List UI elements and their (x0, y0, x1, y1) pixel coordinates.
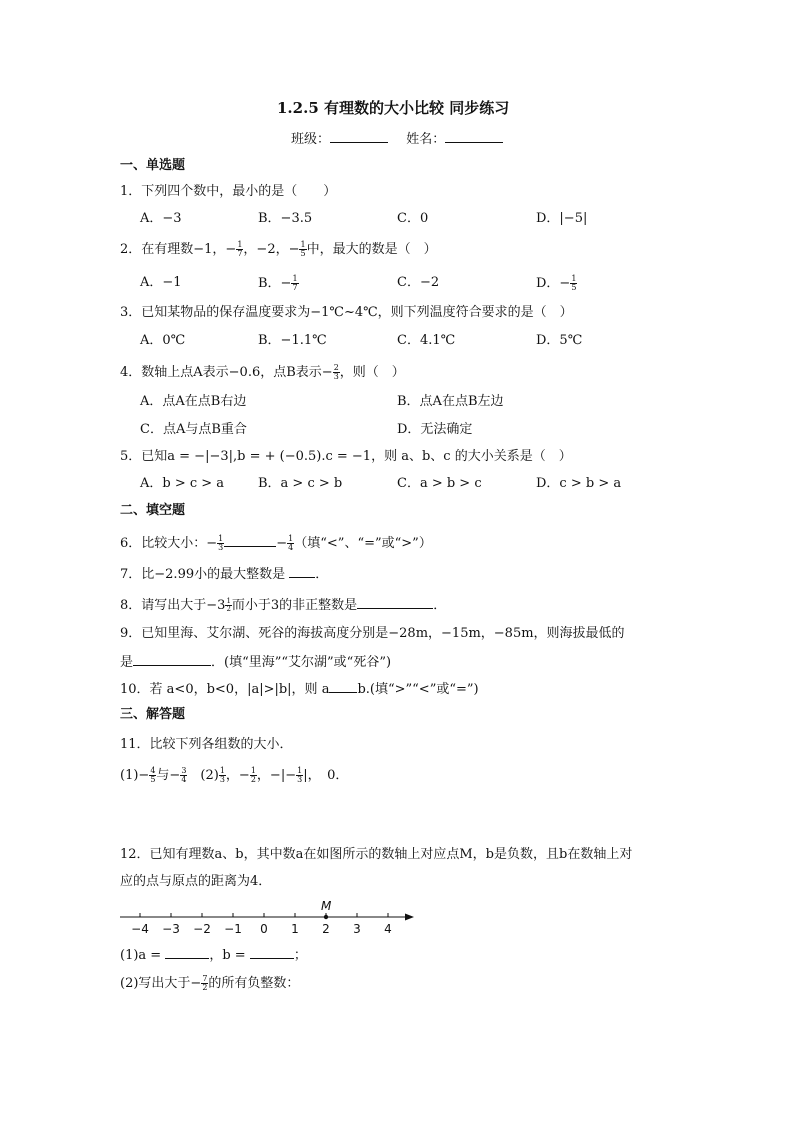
q2-fraction-2: $\frac{1}{5}$ (300, 240, 306, 258)
question-7: 7．比−2.99小的最大整数是 ． (120, 567, 329, 582)
section-heading-fill-blank: 二、填空题 (120, 503, 186, 518)
page-title: 1.2.5 有理数的大小比较 同步练习 (277, 99, 510, 117)
q5-option-b[interactable]: B．a > c > b (258, 476, 343, 491)
q3-option-d[interactable]: D．5℃ (536, 333, 583, 348)
q1-option-b[interactable]: B．−3.5 (258, 211, 313, 226)
number-line-tick-label: 0 (260, 922, 268, 936)
number-line-tick-label: 3 (353, 922, 361, 936)
q12-b-blank[interactable] (250, 946, 294, 959)
q4-option-d[interactable]: D．无法确定 (397, 422, 473, 437)
q2-option-c[interactable]: C．−2 (397, 275, 440, 290)
number-line-tick-label: −2 (193, 922, 211, 936)
question-3-stem: 3．已知某物品的保存温度要求为−1℃~4℃，则下列温度符合要求的是（ ） (120, 305, 573, 320)
name-label: 姓名： (406, 132, 446, 147)
class-name-line (291, 130, 503, 148)
name-blank[interactable] (445, 130, 503, 143)
q2-text-3: 中，最大的数是（ ） (306, 242, 437, 257)
q2-text-1: 2．在有理数−1，− (120, 242, 237, 257)
q5-option-a[interactable]: A．b > c > a (140, 476, 225, 491)
question-8: 8．请写出大于−3 $\frac{1}{2}$ 而小于3的非正整数是 ． (120, 597, 447, 613)
q3-option-c[interactable]: C．4.1℃ (397, 333, 456, 348)
q1-option-d[interactable]: D．|−5| (536, 211, 588, 226)
q2-fraction-1: $\frac{1}{7}$ (237, 240, 243, 258)
number-line-tick-label: 2 (322, 922, 330, 936)
q2-option-a[interactable]: A．−1 (140, 275, 182, 290)
question-5-stem: 5．已知a = −|−3|,b = + (−0.5).c = −1，则 a、b、c 的大小关系是（ ） (120, 449, 572, 464)
class-label: 班级： (291, 132, 331, 147)
point-m-label: M (321, 899, 332, 913)
q9-answer-blank[interactable] (133, 653, 211, 666)
q2-option-b[interactable]: B．− $\frac{1}{7}$ (258, 274, 298, 292)
q2-option-d[interactable]: D．− $\frac{1}{5}$ (536, 274, 577, 292)
q8-answer-blank[interactable] (357, 596, 433, 609)
q12-a-blank[interactable] (165, 946, 209, 959)
question-12-line-2: 应的点与原点的距离为4． (120, 874, 272, 889)
question-9-line-2: 是 ．(填“里海”“艾尔湖”或“死谷”) (120, 655, 392, 670)
question-11-parts: (1)− $\frac{4}{5}$ 与− $\frac{3}{4}$ (2) $\frac{1}{3}$ ，− $\frac{1}{2}$ ，−|− $\frac{1}{3}$ |， 0． (120, 766, 349, 784)
question-11-stem: 11．比较下列各组数的大小． (120, 737, 293, 752)
number-line-tick-label: −4 (131, 922, 149, 936)
q4-fraction: $\frac{2}{3}$ (333, 363, 339, 381)
q4-option-c[interactable]: C．点A与点B重合 (140, 422, 247, 437)
class-blank[interactable] (330, 130, 388, 143)
q5-option-c[interactable]: C．a > b > c (397, 476, 482, 491)
question-4-stem: 4．数轴上点A表示−0.6，点B表示− $\frac{2}{3}$ ，则（ ） (120, 363, 405, 381)
number-line-arrow (405, 914, 414, 921)
number-line-tick-label: −1 (224, 922, 242, 936)
q4-option-b[interactable]: B．点A在点B左边 (397, 394, 504, 409)
question-2-stem (120, 241, 437, 258)
number-line-tick-label: 1 (291, 922, 299, 936)
q1-option-a[interactable]: A．−3 (140, 211, 182, 226)
question-12-sub-1: (1)a = ，b = ； (120, 948, 307, 963)
q1-option-c[interactable]: C．0 (397, 211, 429, 226)
question-9-line-1: 9．已知里海、艾尔湖、死谷的海拔高度分别是−28m，−15m，−85m，则海拔最低的 (120, 626, 625, 641)
q10-answer-blank[interactable] (329, 680, 357, 693)
question-10: 10．若 a<0，b<0，|a|>|b|，则 a b.(填“>”“<”或“=”) (120, 682, 479, 697)
number-line-tick-label: 4 (384, 922, 392, 936)
q6-answer-blank[interactable] (224, 534, 276, 547)
question-6: 6．比较大小：− $\frac{1}{3}$ − $\frac{1}{4}$ （填“<”、“=”或“>”） (120, 534, 432, 552)
section-heading-single-choice: 一、单选题 (120, 158, 186, 173)
question-12-sub-2: (2)写出大于− $\frac{7}{2}$ 的所有负整数： (120, 974, 300, 992)
q3-option-b[interactable]: B．−1.1℃ (258, 333, 327, 348)
number-line-tick-label: −3 (162, 922, 180, 936)
number-line (118, 898, 418, 938)
question-12-line-1: 12．已知有理数a、b，其中数a在如图所示的数轴上对应点M，b是负数，且b在数轴上对 (120, 847, 633, 862)
q7-answer-blank[interactable] (289, 565, 315, 578)
q2-text-2: ，−2，− (243, 242, 300, 257)
point-m-dot (324, 915, 328, 919)
section-heading-answer: 三、解答题 (120, 707, 186, 722)
question-1-stem: 1．下列四个数中，最小的是（ ） (120, 184, 337, 199)
q5-option-d[interactable]: D．c > b > a (536, 476, 622, 491)
q4-option-a[interactable]: A．点A在点B右边 (140, 394, 247, 409)
q3-option-a[interactable]: A．0℃ (140, 333, 186, 348)
